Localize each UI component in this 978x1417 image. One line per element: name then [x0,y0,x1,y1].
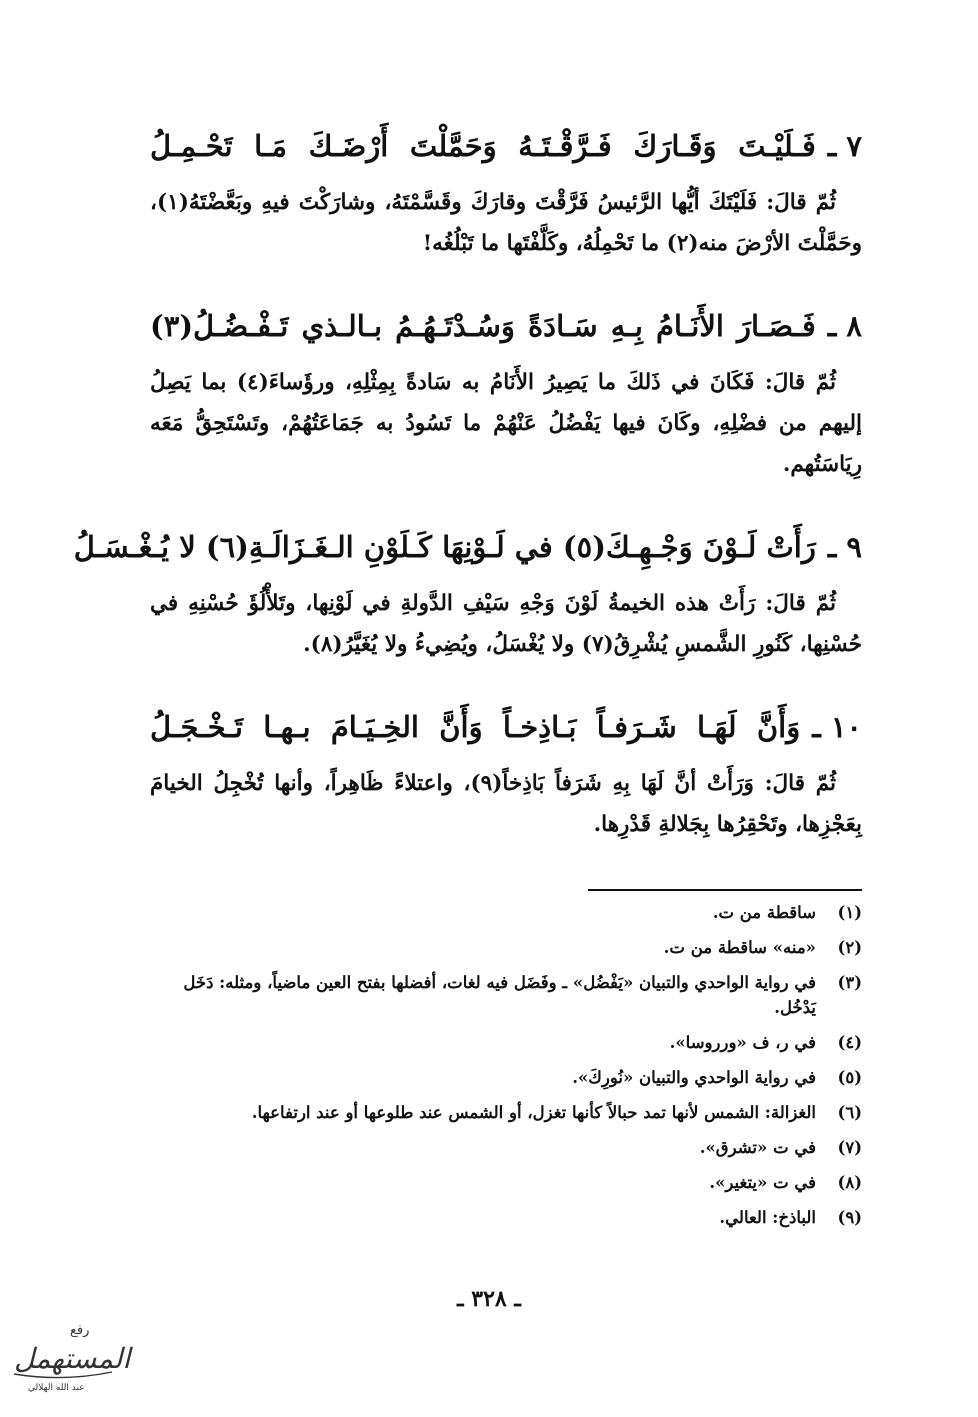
verse-line [150,118,862,174]
verse-text: فَـصَـارَ الأَنَـامُ بِـهِ سَـادَةً وَسُـدْتَـهُـمُ بـالـذي تَـفْـضُـلُ(٣) [150,309,816,343]
footnote-number: (٤) [837,1033,862,1052]
verse-number: ٨ ـ [827,309,862,343]
footnote-number: (٢) [837,938,862,957]
commentary-paragraph [150,362,862,485]
verse-block-8 [150,298,862,485]
commentary-paragraph [150,763,862,845]
footnote-item [150,1135,862,1160]
commentary-text: ثُمّ قالَ: وَرَأَتْ أنَّ لَهَا بِهِ شَرَفاً بَاذِخاً(٩)، واعتلاءً ظَاهِراً، وأنها تُخْجِلُ الخيامَ بِعَجْزِها، وتَحْقِرُها بِجَلالةِ قَدْرِها. [150,771,862,837]
verse-line [73,519,862,575]
footnote-number: (٣) [837,973,862,992]
footnotes [150,900,862,1240]
logo-top-text: رفع [70,1323,90,1338]
verse-block-10 [150,699,862,845]
verse-text: رَأَتْ لَـوْنَ وَجْـهِـكَ(٥) في لَـوْنِهَا كَـلَوْنِ الـغَـزَالَـةِ(٦) لا يُـغْـسَـلُ [73,530,816,564]
verse-number: ١٠ ـ [812,710,862,744]
footnote-text: الغزالة: الشمس لأنها تمد حبالاً كأنها تغزل، أو الشمس عند طلوعها أو عند ارتفاعها. [251,1103,816,1122]
main-text [73,118,862,879]
footnote-number: (٧) [837,1138,862,1157]
footnote-item [150,1030,862,1055]
footnote-text: في ر، ف «ورروسا». [669,1033,816,1052]
verse-text: وَأَنَّ لَهَـا شَـرَفـاً بَـاذِخـاً وَأَنَّ الخِـيَـامَ بـهـا تَـخْـجَـلُ [150,710,801,744]
footnote-number: (١) [837,903,862,922]
verse-line [150,699,862,755]
footnote-item [150,970,862,1020]
footnote-text: في ت «يتغير». [709,1173,816,1192]
publisher-logo [8,1318,131,1398]
footnote-number: (٨) [837,1173,862,1192]
footnote-item [150,1170,862,1195]
verse-number: ٧ ـ [827,129,862,163]
commentary-paragraph [150,182,862,264]
logo-bottom-text: عبد الله الهلالي [28,1383,85,1393]
footnote-text: الباذخ: العالي. [719,1208,816,1227]
footnote-item [150,1205,862,1230]
verse-line [150,298,862,354]
footnote-text: في رواية الواحدي والتبيان «يَفْضُل» ـ وفَضَل فيه لغات، أفضلها بفتح العين ماضياً، ومثله: دَخَل يَدْخُل. [183,973,816,1017]
footnote-item [150,900,862,925]
logo-main-text: المستهمل [14,1342,131,1375]
footnote-text: ساقطة من ت. [712,903,816,922]
commentary-paragraph [150,583,862,665]
verse-number: ٩ ـ [827,530,862,564]
page-number: ـ ٣٢٨ ـ [457,1286,521,1312]
footnote-text: «منه» ساقطة من ت. [663,938,816,957]
commentary-text: ثُمّ قالَ: رَأَتْ هذه الخيمةُ لَوْنَ وَجْهِ سَيْفِ الدَّولةِ في لَوْنِها، وتَلأْلُؤَ حُسْنِهِ في حُسْنِها، كَنُورِ الشَّمسِ يُشْرِقُ(٧) ولا يُغْسَلُ، ويُضِيءُ ولا يُغَيَّرُ(٨). [150,591,862,657]
footnote-item [150,935,862,960]
commentary-text: ثُمّ قالَ: فَكَانَ في ذَلكَ ما يَصِيرُ الأَنَامُ به سَادةً بِمِثْلِهِ، ورؤَساءَ(٤) بما يَصِلُ إليهم من فضْلِهِ، وكَانَ فيها يَفْضُلُ عَنْهُمْ ما تَسُودُ به جَمَاعَتُهُمْ، وتَسْتَحِقُّ مَعَه رِيَاسَتُهم. [150,370,862,477]
footnote-number: (٩) [837,1208,862,1227]
footnote-number: (٥) [837,1068,862,1087]
footnote-item [150,1065,862,1090]
verse-block-7 [150,118,862,264]
footnote-text: في ت «تشرق». [699,1138,816,1157]
footnote-number: (٦) [837,1103,862,1122]
verse-block-9 [73,519,862,665]
footnote-divider [588,889,862,891]
footnote-text: في رواية الواحدي والتبيان «نُورِكَ». [572,1068,816,1087]
verse-text: فَـلَيْـتَ وَقَـارَكَ فَـرَّقْـتَـهُ وَحَمَّلْتَ أَرْضَـكَ مَـا تَحْـمِـلُ [150,129,816,163]
footnote-item [150,1100,862,1125]
commentary-text: ثُمّ قالَ: فَلَيْتَكَ أيُّها الرَّئيسُ فَرَّقْتَ وقارَكَ وقَسَّمْتَهُ، وشارَكْتَ فيهِ وبَعَّضْتَهُ(١)، وحَمَّلْتَ الأرْضَ منه(٢) ما تَحْمِلُهُ، وكَلَّفْتَها ما تَبْلُغُه! [150,190,862,256]
